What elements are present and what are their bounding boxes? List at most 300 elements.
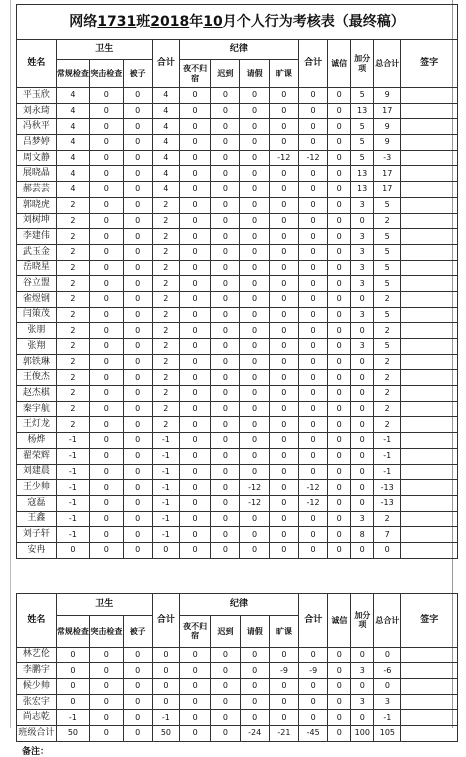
student-name-cell: 寇磊: [17, 495, 57, 511]
score-cell: 0: [123, 448, 152, 464]
table-row: [17, 182, 458, 198]
signature-cell[interactable]: [401, 448, 458, 464]
header-total-2: 总合计: [374, 593, 401, 647]
signature-cell[interactable]: [401, 307, 458, 323]
score-cell: 2: [152, 323, 179, 339]
score-cell: 4: [56, 88, 89, 104]
score-cell: 0: [374, 647, 401, 663]
score-cell: 0: [123, 726, 152, 742]
score-cell: -1: [152, 710, 179, 726]
score-cell: 2: [56, 339, 89, 355]
score-cell: 4: [152, 135, 179, 151]
score-cell: 0: [211, 480, 240, 496]
table-row: [17, 229, 458, 245]
score-cell: 0: [269, 213, 298, 229]
score-cell: 0: [90, 291, 123, 307]
score-cell: 0: [351, 386, 374, 402]
score-cell: 0: [269, 527, 298, 543]
score-cell: 0: [240, 213, 269, 229]
score-cell: 0: [240, 135, 269, 151]
signature-cell[interactable]: [401, 511, 458, 527]
header-night: 夜不归宿: [179, 60, 210, 88]
score-cell: 0: [123, 229, 152, 245]
score-cell: 0: [298, 291, 327, 307]
score-cell: 5: [351, 119, 374, 135]
score-cell: 2: [56, 307, 89, 323]
score-cell: 4: [152, 182, 179, 198]
score-cell: 0: [240, 88, 269, 104]
score-cell: 2: [152, 244, 179, 260]
score-cell: 0: [211, 150, 240, 166]
header-subtotal: 合计: [152, 40, 179, 88]
score-cell: -13: [374, 495, 401, 511]
score-cell: 3: [351, 260, 374, 276]
score-cell: 0: [351, 542, 374, 558]
student-name-cell: 郝芸芸: [17, 182, 57, 198]
score-cell: 0: [56, 694, 89, 710]
score-cell: 0: [123, 213, 152, 229]
score-cell: 0: [90, 527, 123, 543]
signature-cell[interactable]: [401, 103, 458, 119]
score-cell: -1: [56, 495, 89, 511]
score-cell: 0: [211, 323, 240, 339]
score-cell: 0: [179, 276, 210, 292]
score-cell: 0: [179, 166, 210, 182]
score-cell: 2: [152, 197, 179, 213]
score-cell: 0: [123, 150, 152, 166]
signature-cell[interactable]: [401, 433, 458, 449]
score-cell: 0: [211, 679, 240, 695]
score-cell: 0: [298, 433, 327, 449]
signature-cell[interactable]: [401, 182, 458, 198]
signature-cell[interactable]: [401, 88, 458, 104]
score-cell: -12: [240, 495, 269, 511]
signature-cell[interactable]: [401, 354, 458, 370]
score-cell: 0: [240, 339, 269, 355]
score-cell: 0: [269, 103, 298, 119]
score-cell: 0: [328, 710, 351, 726]
score-cell: 2: [152, 386, 179, 402]
score-cell: 0: [211, 229, 240, 245]
score-cell: 0: [240, 401, 269, 417]
score-cell: 0: [240, 663, 269, 679]
score-cell: 0: [179, 197, 210, 213]
score-cell: 0: [179, 339, 210, 355]
signature-cell[interactable]: [401, 370, 458, 386]
signature-cell[interactable]: [401, 197, 458, 213]
score-cell: 3: [351, 307, 374, 323]
score-cell: -1: [152, 527, 179, 543]
score-cell: 0: [123, 197, 152, 213]
signature-cell[interactable]: [401, 166, 458, 182]
score-cell: 2: [152, 260, 179, 276]
score-cell: 0: [298, 166, 327, 182]
student-name-cell: 林艺伦: [17, 647, 57, 663]
score-cell: 0: [240, 182, 269, 198]
score-cell: 0: [123, 417, 152, 433]
score-cell: 0: [240, 386, 269, 402]
signature-cell[interactable]: [401, 323, 458, 339]
score-cell: 3: [351, 276, 374, 292]
score-cell: 0: [328, 197, 351, 213]
score-cell: 5: [374, 307, 401, 323]
score-cell: 0: [298, 135, 327, 151]
score-cell: 0: [90, 229, 123, 245]
score-cell: 0: [269, 417, 298, 433]
score-cell: 50: [56, 726, 89, 742]
signature-cell[interactable]: [401, 495, 458, 511]
score-cell: 13: [351, 103, 374, 119]
signature-cell[interactable]: [401, 647, 458, 663]
score-cell: 2: [56, 401, 89, 417]
signature-cell[interactable]: [401, 464, 458, 480]
sheet-title: 网络1731班2018年10月个人行为考核表（最终稿）: [17, 5, 458, 40]
score-cell: 3: [351, 694, 374, 710]
score-cell: 0: [179, 710, 210, 726]
header-routine-2: 常规检查: [56, 615, 89, 647]
score-cell: 2: [152, 291, 179, 307]
table-row: [17, 542, 458, 558]
score-cell: 9: [374, 88, 401, 104]
table-row: [17, 150, 458, 166]
score-cell: 0: [299, 694, 328, 710]
score-cell: 0: [328, 694, 351, 710]
score-cell: 5: [351, 135, 374, 151]
score-cell: 0: [240, 260, 269, 276]
score-cell: 0: [298, 197, 327, 213]
score-cell: 0: [123, 433, 152, 449]
score-cell: 0: [211, 694, 240, 710]
score-cell: 2: [56, 370, 89, 386]
score-cell: 2: [374, 370, 401, 386]
student-name-cell: 吕梦婷: [17, 135, 57, 151]
score-cell: 0: [240, 229, 269, 245]
score-cell: 0: [90, 495, 123, 511]
score-cell: 0: [328, 244, 351, 260]
score-cell: 0: [179, 679, 210, 695]
signature-cell[interactable]: [401, 213, 458, 229]
score-cell: 0: [240, 464, 269, 480]
table-row: [17, 726, 458, 742]
signature-cell[interactable]: [401, 542, 458, 558]
score-cell: 0: [211, 135, 240, 151]
signature-cell[interactable]: [401, 135, 458, 151]
score-cell: -1: [374, 710, 401, 726]
score-cell: 2: [56, 197, 89, 213]
score-cell: 5: [374, 229, 401, 245]
score-cell: 4: [56, 103, 89, 119]
signature-cell[interactable]: [401, 291, 458, 307]
signature-cell[interactable]: [401, 339, 458, 355]
header-night-2: 夜不归宿: [179, 615, 210, 647]
score-cell: 0: [240, 511, 269, 527]
score-cell: 0: [328, 166, 351, 182]
header-quilt-2: 被子: [123, 615, 152, 647]
table-row: [17, 511, 458, 527]
score-cell: 0: [211, 260, 240, 276]
score-cell: 0: [123, 495, 152, 511]
score-cell: 0: [269, 323, 298, 339]
score-cell: 0: [328, 417, 351, 433]
score-cell: 0: [90, 542, 123, 558]
score-cell: 0: [211, 276, 240, 292]
score-cell: 0: [351, 323, 374, 339]
assessment-table-main: [16, 4, 458, 559]
score-cell: 5: [351, 88, 374, 104]
student-name-cell: 安冉: [17, 542, 57, 558]
score-cell: 0: [298, 260, 327, 276]
score-cell: 0: [269, 244, 298, 260]
score-cell: 0: [328, 464, 351, 480]
score-cell: 2: [152, 213, 179, 229]
score-cell: 0: [374, 542, 401, 558]
score-cell: 0: [179, 229, 210, 245]
score-cell: 0: [179, 386, 210, 402]
score-cell: 0: [179, 88, 210, 104]
score-cell: 0: [179, 291, 210, 307]
score-cell: 0: [298, 119, 327, 135]
score-cell: -1: [56, 480, 89, 496]
score-cell: 0: [90, 694, 123, 710]
score-cell: 0: [152, 647, 179, 663]
score-cell: 0: [298, 386, 327, 402]
score-cell: 9: [374, 119, 401, 135]
score-cell: 2: [56, 417, 89, 433]
score-cell: 0: [123, 135, 152, 151]
score-cell: 0: [123, 694, 152, 710]
score-cell: 0: [351, 213, 374, 229]
score-cell: 0: [328, 213, 351, 229]
score-cell: 0: [179, 103, 210, 119]
score-cell: 0: [211, 647, 240, 663]
score-cell: 0: [152, 679, 179, 695]
score-cell: 0: [90, 464, 123, 480]
page-left-rule: [10, 0, 11, 728]
score-cell: 2: [374, 386, 401, 402]
score-cell: 0: [211, 386, 240, 402]
table-row: [17, 448, 458, 464]
signature-cell[interactable]: [401, 726, 458, 742]
student-name-cell: 秦宇航: [17, 401, 57, 417]
table-row: [17, 213, 458, 229]
score-cell: 0: [179, 323, 210, 339]
score-cell: 0: [269, 354, 298, 370]
score-cell: 0: [90, 480, 123, 496]
score-cell: 0: [328, 229, 351, 245]
score-cell: 0: [328, 480, 351, 496]
score-cell: 13: [351, 182, 374, 198]
score-cell: 0: [269, 464, 298, 480]
score-cell: 0: [351, 480, 374, 496]
score-cell: 0: [123, 527, 152, 543]
table-row: [17, 354, 458, 370]
score-cell: 0: [90, 663, 123, 679]
signature-cell[interactable]: [401, 276, 458, 292]
score-cell: 2: [152, 339, 179, 355]
score-cell: 5: [374, 244, 401, 260]
header-late: 迟到: [211, 60, 240, 88]
score-cell: 0: [269, 166, 298, 182]
header-honesty-2: 诚信: [328, 593, 351, 647]
score-cell: 0: [90, 150, 123, 166]
score-cell: 13: [351, 166, 374, 182]
score-cell: 0: [211, 511, 240, 527]
signature-cell[interactable]: [401, 679, 458, 695]
score-cell: 0: [328, 495, 351, 511]
score-cell: 0: [351, 291, 374, 307]
table-row: [17, 710, 458, 726]
signature-cell[interactable]: [401, 244, 458, 260]
score-cell: 0: [328, 542, 351, 558]
score-cell: 0: [374, 679, 401, 695]
score-cell: 0: [90, 710, 123, 726]
score-cell: 0: [328, 679, 351, 695]
signature-cell[interactable]: [401, 260, 458, 276]
signature-cell[interactable]: [401, 663, 458, 679]
score-cell: 2: [374, 323, 401, 339]
main-table-body: [17, 88, 458, 559]
signature-cell[interactable]: [401, 710, 458, 726]
score-cell: 2: [56, 354, 89, 370]
table-row: [17, 386, 458, 402]
score-cell: 0: [299, 679, 328, 695]
score-cell: 0: [269, 386, 298, 402]
signature-cell[interactable]: [401, 401, 458, 417]
score-cell: 0: [123, 647, 152, 663]
score-cell: 0: [123, 354, 152, 370]
score-cell: 0: [240, 244, 269, 260]
score-cell: 50: [152, 726, 179, 742]
score-cell: 0: [211, 88, 240, 104]
score-cell: 0: [179, 370, 210, 386]
score-cell: 0: [328, 433, 351, 449]
score-cell: 0: [123, 166, 152, 182]
score-cell: -1: [56, 433, 89, 449]
score-cell: 0: [240, 527, 269, 543]
student-name-cell: 李建伟: [17, 229, 57, 245]
score-cell: 0: [211, 291, 240, 307]
score-cell: 0: [298, 182, 327, 198]
score-cell: 0: [240, 307, 269, 323]
student-name-cell: 王少帅: [17, 480, 57, 496]
signature-cell[interactable]: [401, 694, 458, 710]
score-cell: 0: [328, 527, 351, 543]
score-cell: 0: [179, 213, 210, 229]
score-cell: 2: [56, 323, 89, 339]
score-cell: 0: [298, 417, 327, 433]
score-cell: -12: [298, 480, 327, 496]
score-cell: 0: [179, 527, 210, 543]
table-row: [17, 694, 458, 710]
student-name-cell: 张朋: [17, 323, 57, 339]
signature-cell[interactable]: [401, 386, 458, 402]
score-cell: 2: [374, 291, 401, 307]
score-cell: -21: [269, 726, 298, 742]
score-cell: -1: [152, 464, 179, 480]
signature-cell[interactable]: [401, 417, 458, 433]
score-cell: -1: [374, 433, 401, 449]
score-cell: 2: [56, 260, 89, 276]
score-cell: -3: [374, 150, 401, 166]
score-cell: 0: [351, 495, 374, 511]
score-cell: 2: [152, 401, 179, 417]
score-cell: 0: [298, 542, 327, 558]
score-cell: 0: [90, 135, 123, 151]
score-cell: -45: [299, 726, 328, 742]
header-sign: 签字: [401, 40, 458, 88]
score-cell: 0: [328, 260, 351, 276]
student-name-cell: 雀煜钢: [17, 291, 57, 307]
score-cell: 0: [211, 103, 240, 119]
score-cell: 0: [328, 647, 351, 663]
score-cell: 0: [269, 260, 298, 276]
header-leave-2: 请假: [240, 615, 269, 647]
score-cell: 0: [328, 119, 351, 135]
score-cell: 0: [240, 433, 269, 449]
score-cell: 0: [240, 323, 269, 339]
score-cell: 0: [90, 679, 123, 695]
signature-cell[interactable]: [401, 150, 458, 166]
score-cell: 0: [328, 88, 351, 104]
score-cell: -1: [56, 511, 89, 527]
student-name-cell: 展晓晶: [17, 166, 57, 182]
score-cell: 0: [211, 244, 240, 260]
score-cell: 0: [298, 464, 327, 480]
score-cell: 0: [90, 213, 123, 229]
score-cell: 0: [211, 213, 240, 229]
signature-cell[interactable]: [401, 119, 458, 135]
score-cell: 0: [298, 88, 327, 104]
score-cell: 4: [152, 88, 179, 104]
student-name-cell: 王鑫: [17, 511, 57, 527]
score-cell: 0: [123, 260, 152, 276]
header-bonus: 加分项: [351, 40, 374, 88]
signature-cell[interactable]: [401, 527, 458, 543]
score-cell: 0: [123, 339, 152, 355]
score-cell: 0: [298, 448, 327, 464]
score-cell: 0: [211, 119, 240, 135]
score-cell: 0: [123, 276, 152, 292]
score-cell: 0: [123, 401, 152, 417]
score-cell: 0: [179, 464, 210, 480]
score-cell: 3: [351, 339, 374, 355]
score-cell: 0: [90, 103, 123, 119]
student-name-cell: 岳晓星: [17, 260, 57, 276]
score-cell: -1: [56, 448, 89, 464]
score-cell: 4: [56, 119, 89, 135]
score-cell: 0: [211, 197, 240, 213]
table-row: [17, 480, 458, 496]
score-cell: -13: [374, 480, 401, 496]
student-name-cell: 王灯龙: [17, 417, 57, 433]
student-name-cell: 王俊杰: [17, 370, 57, 386]
header-subtotal2: 合计: [298, 40, 327, 88]
score-cell: 0: [269, 495, 298, 511]
signature-cell[interactable]: [401, 480, 458, 496]
score-cell: 0: [90, 401, 123, 417]
score-cell: 0: [240, 542, 269, 558]
score-cell: 2: [152, 354, 179, 370]
header-absent-2: 旷课: [269, 615, 298, 647]
score-cell: 0: [269, 339, 298, 355]
score-cell: 4: [56, 150, 89, 166]
score-cell: 0: [123, 370, 152, 386]
score-cell: 3: [351, 229, 374, 245]
signature-cell[interactable]: [401, 229, 458, 245]
score-cell: 0: [269, 448, 298, 464]
score-cell: 0: [90, 448, 123, 464]
table-row: [17, 401, 458, 417]
